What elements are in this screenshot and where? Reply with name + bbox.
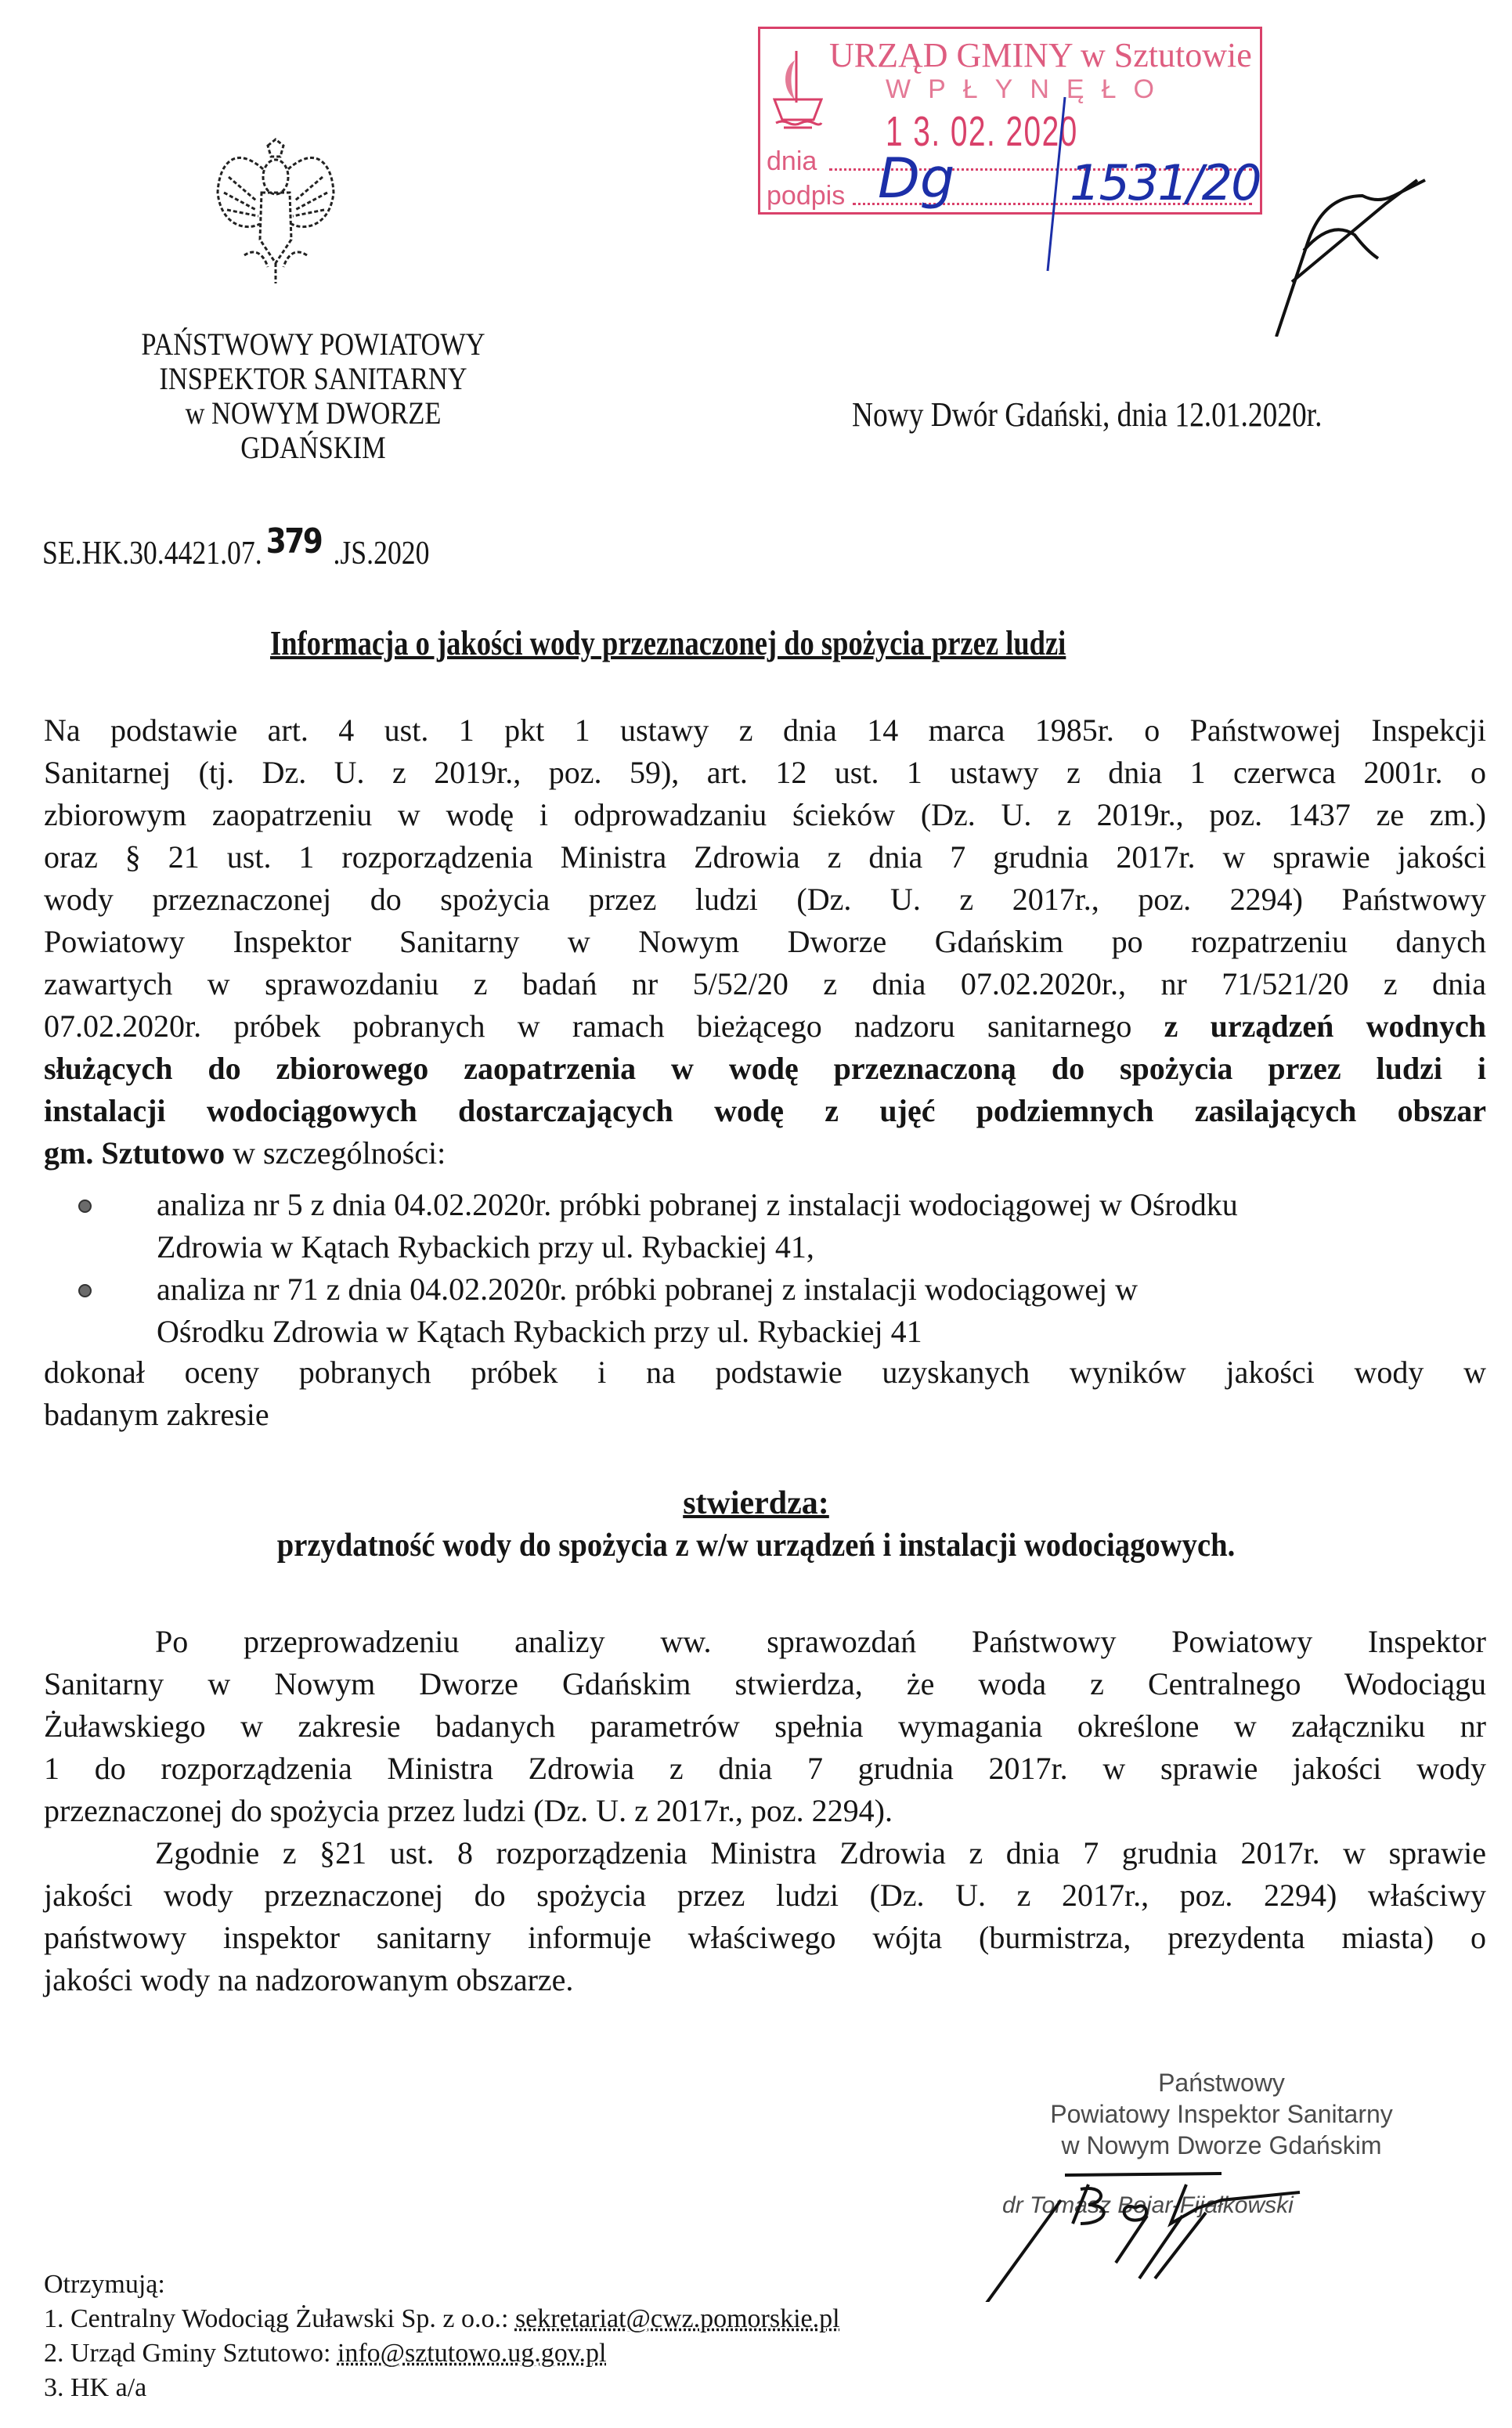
- stamp-received-label: WPŁYNĘŁO: [886, 74, 1171, 104]
- text-line: Powiatowy Inspektor Sanitarny w Nowym Dworze Gdańskim po rozpatrzeniu danych: [44, 924, 1486, 959]
- text-bold: z urządzeń wodnych: [1164, 1008, 1486, 1044]
- text-regular: w szczególności:: [225, 1135, 446, 1171]
- text-line-bold: instalacji wodociągowych dostarczających wodę z ujęć podziemnych zasilających obszar: [44, 1093, 1486, 1128]
- stamp-handwritten-initials: Dg: [878, 146, 955, 211]
- recipient-email-link[interactable]: sekretariat@cwz.pomorskie.pl: [514, 2304, 840, 2333]
- stamp-office-name: URZĄD GMINY w Sztutowie: [829, 36, 1252, 74]
- office-line: INSPEKTOR SANITARNY: [159, 361, 467, 396]
- text-line: [44, 1132, 1486, 1174]
- signatory-name: dr Tomasz Bojar-Fijałkowski: [1002, 2192, 1294, 2218]
- reference-prefix: SE.HK.30.4421.07.: [42, 536, 262, 572]
- text-line: zawartych w sprawozdaniu z badań nr 5/52/20 z dnia 07.02.2020r., nr 71/521/20 z dnia: [44, 966, 1486, 1001]
- issuing-office: [111, 327, 515, 465]
- recipient-item: [44, 2336, 840, 2371]
- text-line: badanym zakresie: [44, 1397, 269, 1432]
- text-line: Sanitarny w Nowym Dworze Gdańskim stwierdza, że woda z Centralnego Wodociągu: [44, 1666, 1486, 1701]
- text-line: jakości wody na nadzorowanym obszarze.: [44, 1962, 574, 1997]
- text-line: analiza nr 71 z dnia 04.02.2020r. próbki pobranej z instalacji wodociągowej w: [157, 1272, 1138, 1307]
- text-line: jakości wody przeznaczonej do spożycia przez ludzi (Dz. U. z 2017r., poz. 2294) właściwy: [44, 1878, 1486, 1913]
- recipient-name: 3. HK a/a: [44, 2373, 147, 2402]
- analysis-list: [75, 1184, 1485, 1353]
- list-item: [75, 1184, 1485, 1268]
- text-line: Sanitarnej (tj. Dz. U. z 2019r., poz. 59), art. 12 ust. 1 ustawy z dnia 1 czerwca 2001r. o: [44, 755, 1486, 790]
- office-line: w NOWYM DWORZE: [185, 395, 442, 431]
- stamp-signature-label: podpis: [767, 181, 846, 211]
- text-line: oraz § 21 ust. 1 rozporządzenia Ministra Zdrowia z dnia 7 grudnia 2017r. w sprawie jakości: [44, 839, 1486, 875]
- bullet-icon: [78, 1284, 92, 1297]
- incoming-stamp: [758, 27, 1262, 215]
- signatory-line: Powiatowy Inspektor Sanitarny: [1050, 2100, 1393, 2128]
- text-line: Zdrowia w Kątach Rybackich przy ul. Rybackiej 41,: [157, 1229, 814, 1265]
- conclusion-finding: przydatność wody do spożycia z w/w urządzeń i instalacji wodociągowych.: [276, 1528, 1236, 1564]
- handwritten-signature: [971, 2145, 1347, 2302]
- text-line: 1 do rozporządzenia Ministra Zdrowia z dnia 7 grudnia 2017r. w sprawie jakości wody: [44, 1751, 1486, 1786]
- conclusion-heading-text: stwierdza:: [683, 1485, 829, 1521]
- text-line: zbiorowym zaopatrzeniu w wodę i odprowadzaniu ścieków (Dz. U. z 2019r., poz. 1437 ze zm.): [44, 797, 1486, 832]
- recipient-email-link[interactable]: info@sztutowo.ug.gov.pl: [337, 2339, 607, 2368]
- recipient-item: [44, 2302, 840, 2336]
- text-line: Zgodnie z §21 ust. 8 rozporządzenia Ministra Zdrowia z dnia 7 grudnia 2017r. w sprawie: [155, 1835, 1486, 1871]
- recipients-list: [44, 2267, 840, 2405]
- text-line: państwowy inspektor sanitarny informuje właściwego wójta (burmistrza, prezydenta miasta) o: [44, 1920, 1486, 1955]
- text-line: Na podstawie art. 4 ust. 1 pkt 1 ustawy z dnia 14 marca 1985r. o Państwowej Inspekcji: [44, 713, 1486, 748]
- text-line: Żuławskiego w zakresie badanych parametrów spełnia wymagania określone w załączniku nr: [44, 1708, 1486, 1744]
- signatory-line: w Nowym Dworze Gdańskim: [1061, 2131, 1382, 2159]
- text-line: [44, 1005, 1486, 1048]
- recipient-name: 2. Urząd Gminy Sztutowo:: [44, 2339, 337, 2368]
- stamp-date-label: dnia: [767, 146, 817, 176]
- text-line: przeznaczonej do spożycia przez ludzi (Dz. U. z 2017r., poz. 2294).: [44, 1793, 893, 1828]
- stamp-received-date: 1 3. 02. 2020: [886, 108, 1078, 155]
- reference-handwritten-number: 379: [265, 521, 322, 561]
- assessment-paragraph: [44, 1351, 1486, 1436]
- text-line-bold: służących do zbiorowego zaopatrzenia w wodę przeznaczoną do spożycia przez ludzi i: [44, 1051, 1486, 1086]
- text-line: Ośrodku Zdrowia w Kątach Rybackich przy ul. Rybackiej 41: [157, 1314, 922, 1349]
- signatory-line: Państwowy: [1158, 2069, 1285, 2097]
- reference-suffix: .JS.2020: [333, 536, 430, 572]
- text-line: wody przeznaczonej do spożycia przez ludzi (Dz. U. z 2017r., poz. 2294) Państwowy: [44, 882, 1486, 917]
- document-title: Informacja o jakości wody przeznaczonej do spożycia przez ludzi: [270, 624, 1066, 662]
- boat-icon: [773, 45, 823, 131]
- list-item: [75, 1268, 1485, 1353]
- handwritten-slash-mark: [1041, 94, 1073, 274]
- text-line: dokonał oceny pobranych próbek i na podstawie uzyskanych wyników jakości wody w: [44, 1355, 1486, 1390]
- text-line: analiza nr 5 z dnia 04.02.2020r. próbki pobranej z instalacji wodociągowej w Ośrodku: [157, 1187, 1238, 1222]
- recipient-item: [44, 2371, 840, 2405]
- conclusion-heading: [0, 1485, 1512, 1522]
- text-line: Po przeprowadzeniu analizy ww. sprawozdań Państwowy Powiatowy Inspektor: [155, 1624, 1486, 1659]
- legal-basis-paragraph: [44, 1832, 1486, 2001]
- reference-number: [42, 521, 430, 572]
- office-line: GDAŃSKIM: [240, 430, 386, 465]
- stamp-handwritten-number: 1531/20: [1070, 154, 1261, 211]
- text-regular: 07.02.2020r. próbek pobranych w ramach bieżącego nadzoru sanitarnego: [44, 1008, 1164, 1044]
- recipients-heading: Otrzymują:: [44, 2270, 165, 2299]
- approval-signature: [1268, 149, 1433, 337]
- bullet-icon: [78, 1200, 92, 1213]
- analysis-paragraph: [44, 1621, 1486, 1832]
- polish-eagle-emblem: [213, 138, 338, 287]
- office-line: PAŃSTWOWY POWIATOWY: [141, 326, 485, 362]
- recipient-name: 1. Centralny Wodociąg Żuławski Sp. z o.o.:: [44, 2304, 515, 2333]
- place-and-date: Nowy Dwór Gdański, dnia 12.01.2020r.: [852, 395, 1323, 434]
- text-bold: gm. Sztutowo: [44, 1135, 226, 1171]
- intro-paragraph: [44, 709, 1486, 1174]
